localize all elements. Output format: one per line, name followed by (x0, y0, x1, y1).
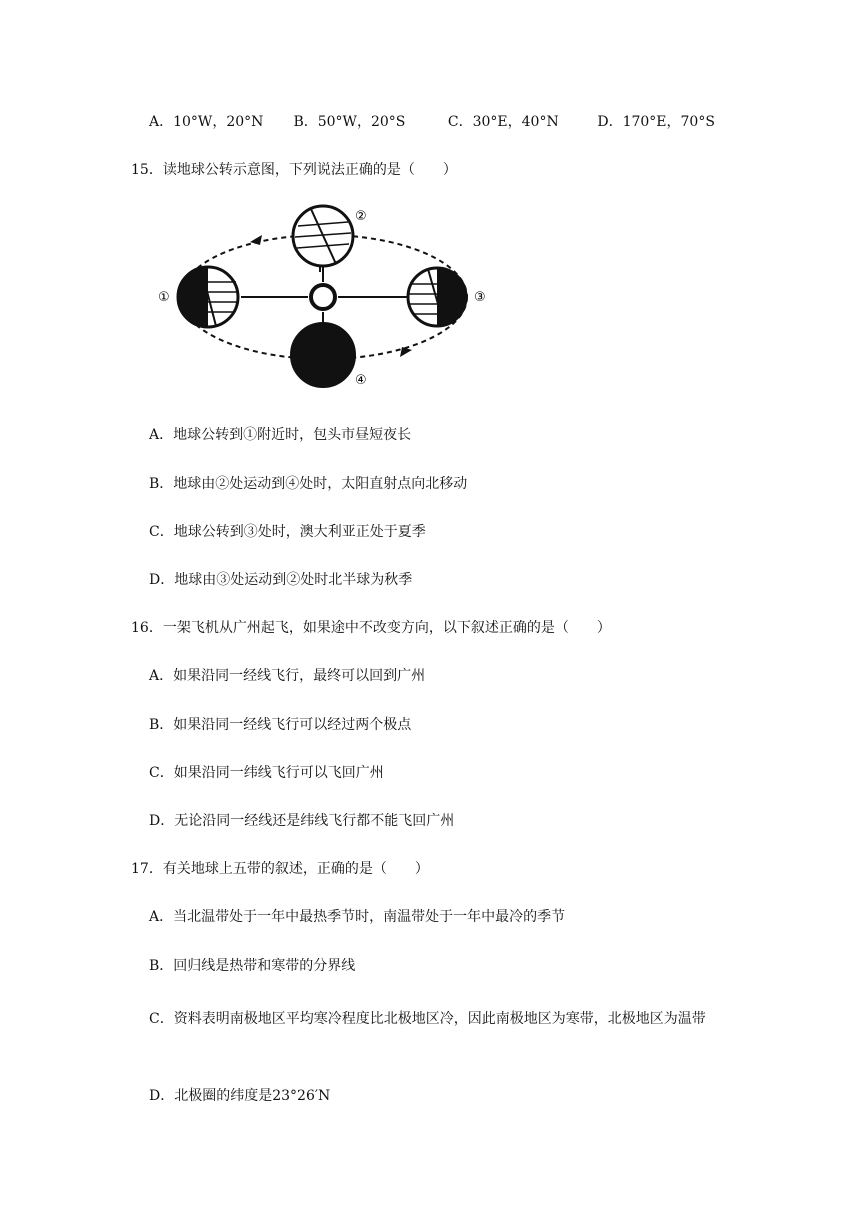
label-2: ② (355, 209, 367, 224)
q14-option-a: A．10°W，20°N (149, 114, 264, 130)
q15-option-c: C．地球公转到③处时，澳大利亚正处于夏季 (149, 524, 426, 540)
q14-option-d: D．170°E，70°S (597, 114, 715, 130)
sun (311, 285, 335, 309)
q15-option-a: A．地球公转到①附近时，包头市昼短夜长 (149, 427, 412, 443)
q16-option-a: A．如果沿同一经线飞行，最终可以回到广州 (149, 668, 426, 684)
q14-option-c: C．30°E，40°N (447, 114, 559, 130)
earth-revolution-svg (146, 200, 506, 396)
orbit-arrow-bottom (400, 347, 412, 357)
q17-option-a: A．当北温带处于一年中最热季节时，南温带处于一年中最冷的季节 (149, 909, 566, 925)
earth-position-3 (408, 268, 466, 326)
label-1: ① (158, 290, 170, 305)
earth-position-4 (291, 320, 355, 387)
q16-option-d: D．无论沿同一经线还是纬线飞行都不能飞回广州 (149, 813, 455, 829)
earth-revolution-diagram (146, 200, 506, 396)
q15-stem: 15．读地球公转示意图，下列说法正确的是（ ） (131, 162, 457, 178)
q17-stem: 17．有关地球上五带的叙述，正确的是（ ） (131, 861, 429, 877)
q17-option-c: C．资料表明南极地区平均寒冷程度比北极地区冷，因此南极地区为寒带，北极地区为温带 (149, 1011, 706, 1027)
orbit-arrow-top (250, 235, 262, 245)
label-4: ④ (355, 373, 367, 388)
q15-option-d: D．地球由③处运动到②处时北半球为秋季 (149, 572, 413, 588)
q15-option-b: B．地球由②处运动到④处时，太阳直射点向北移动 (149, 476, 468, 492)
q17-option-d: D．北极圈的纬度是23°26′N (149, 1088, 331, 1104)
label-3: ③ (474, 290, 486, 305)
q16-option-b: B．如果沿同一经线飞行可以经过两个极点 (149, 717, 412, 733)
earth-position-1 (178, 267, 238, 327)
q14-options (149, 112, 715, 132)
q16-stem: 16．一架飞机从广州起飞，如果途中不改变方向，以下叙述正确的是（ ） (131, 620, 611, 636)
earth-position-2 (293, 206, 353, 272)
q17-option-b: B．回归线是热带和寒带的分界线 (149, 958, 356, 974)
q14-option-b: B．50°W，20°S (293, 114, 406, 130)
q16-option-c: C．如果沿同一纬线飞行可以飞回广州 (149, 765, 384, 781)
